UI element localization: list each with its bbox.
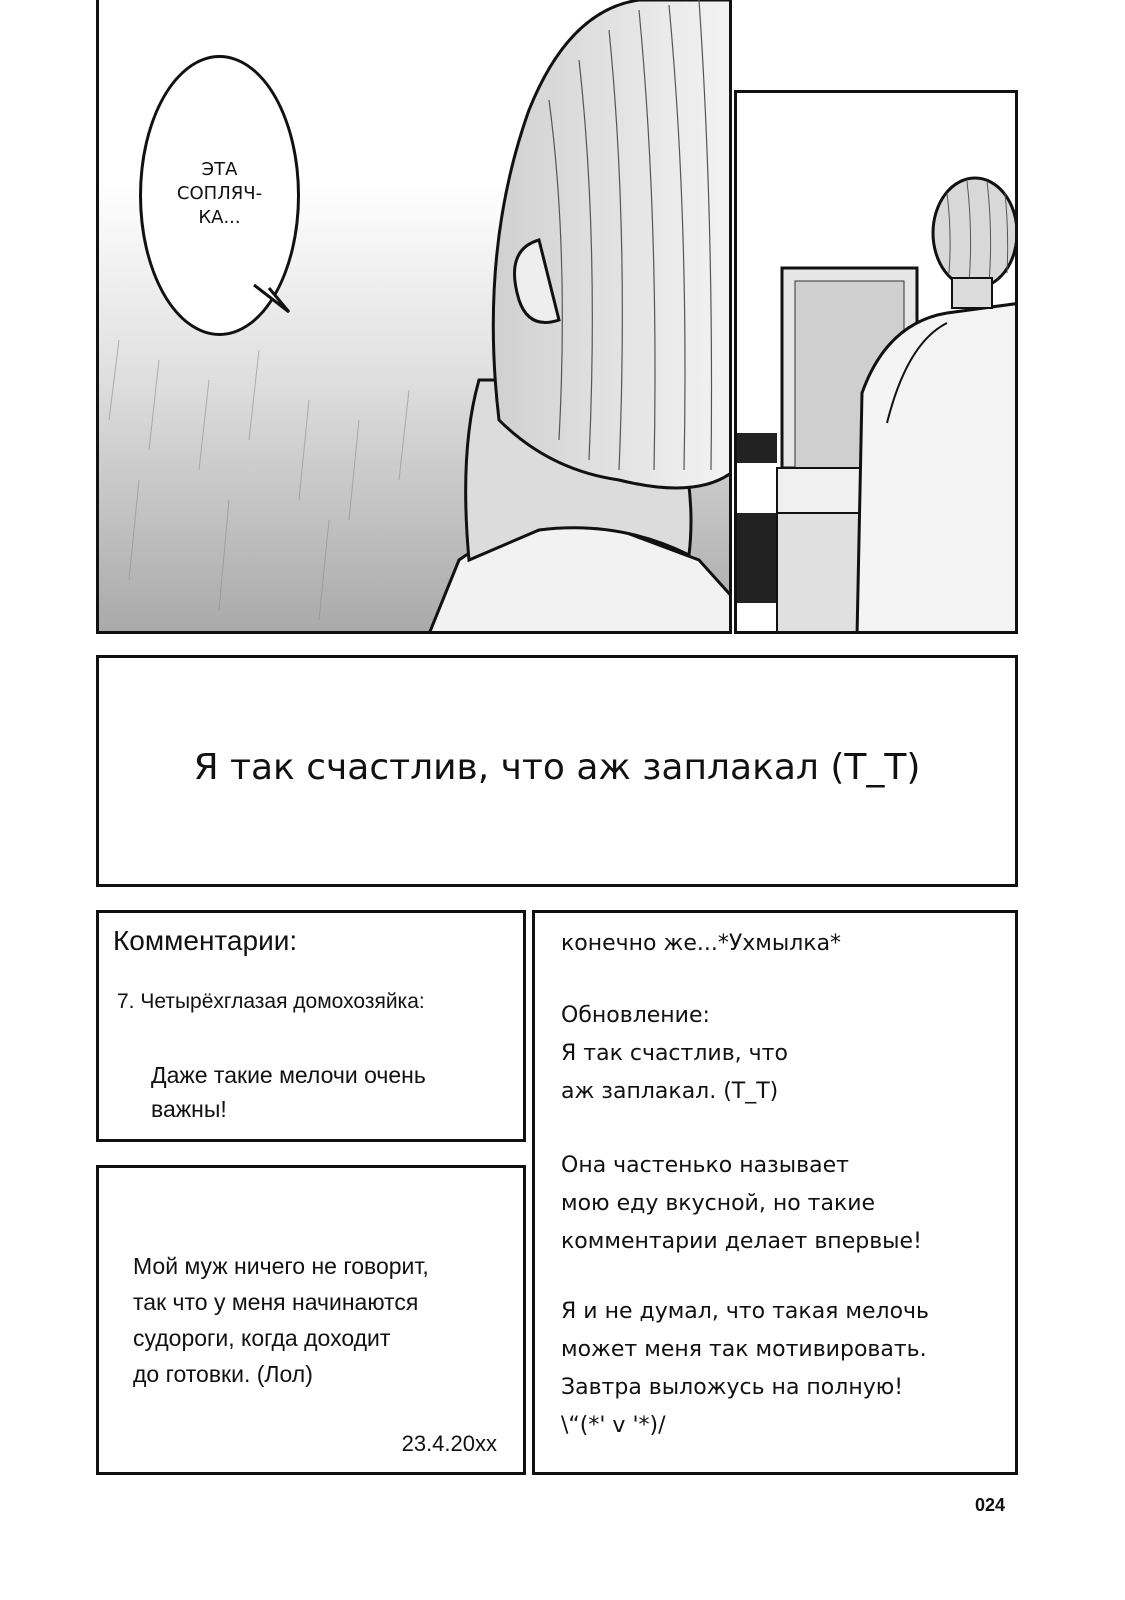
page-number: 024: [975, 1495, 1006, 1515]
banner-panel: [96, 655, 1018, 887]
post-update-label: Обновление:: [561, 1003, 710, 1028]
manga-panel-right: [734, 90, 1018, 634]
comment-text: Даже такие мелочи очень важны!: [151, 1062, 426, 1122]
comment-author: 7. Четырёхглазая домохозяйка:: [117, 990, 425, 1013]
man-walking-illustration: [737, 93, 1018, 634]
post-line1: конечно же...*Ухмылка*: [561, 931, 842, 956]
post-paragraph-2: Она частенько называет мою еду вкусной, но такие комментарии делает впервые!: [561, 1153, 922, 1254]
post-paragraph-3: Я и не думал, что такая мелочь может меня так мотивировать. Завтра выложусь на полную! \“(*' v '*)/: [561, 1299, 930, 1438]
reply-date: 23.4.20xx: [401, 1431, 497, 1456]
comments-heading: Комментарии:: [113, 925, 298, 956]
banner-text: Я так счастлив, что аж заплакал (T_T): [193, 747, 921, 788]
speech-bubble-text: ЭТА СОПЛЯЧ- КА...: [176, 159, 263, 228]
speech-bubble-tail: [249, 280, 309, 320]
reply-text: Мой муж ничего не говорит, так что у меня начинаются судороги, когда доходит до готовки. (Лол): [133, 1253, 429, 1387]
post-update-text: Я так счастлив, что аж заплакал. (T_T): [561, 1041, 788, 1104]
reply-panel: [96, 1165, 526, 1475]
manga-panel-left: [96, 0, 732, 634]
comments-panel: [96, 910, 526, 1142]
post-panel: [532, 910, 1018, 1475]
